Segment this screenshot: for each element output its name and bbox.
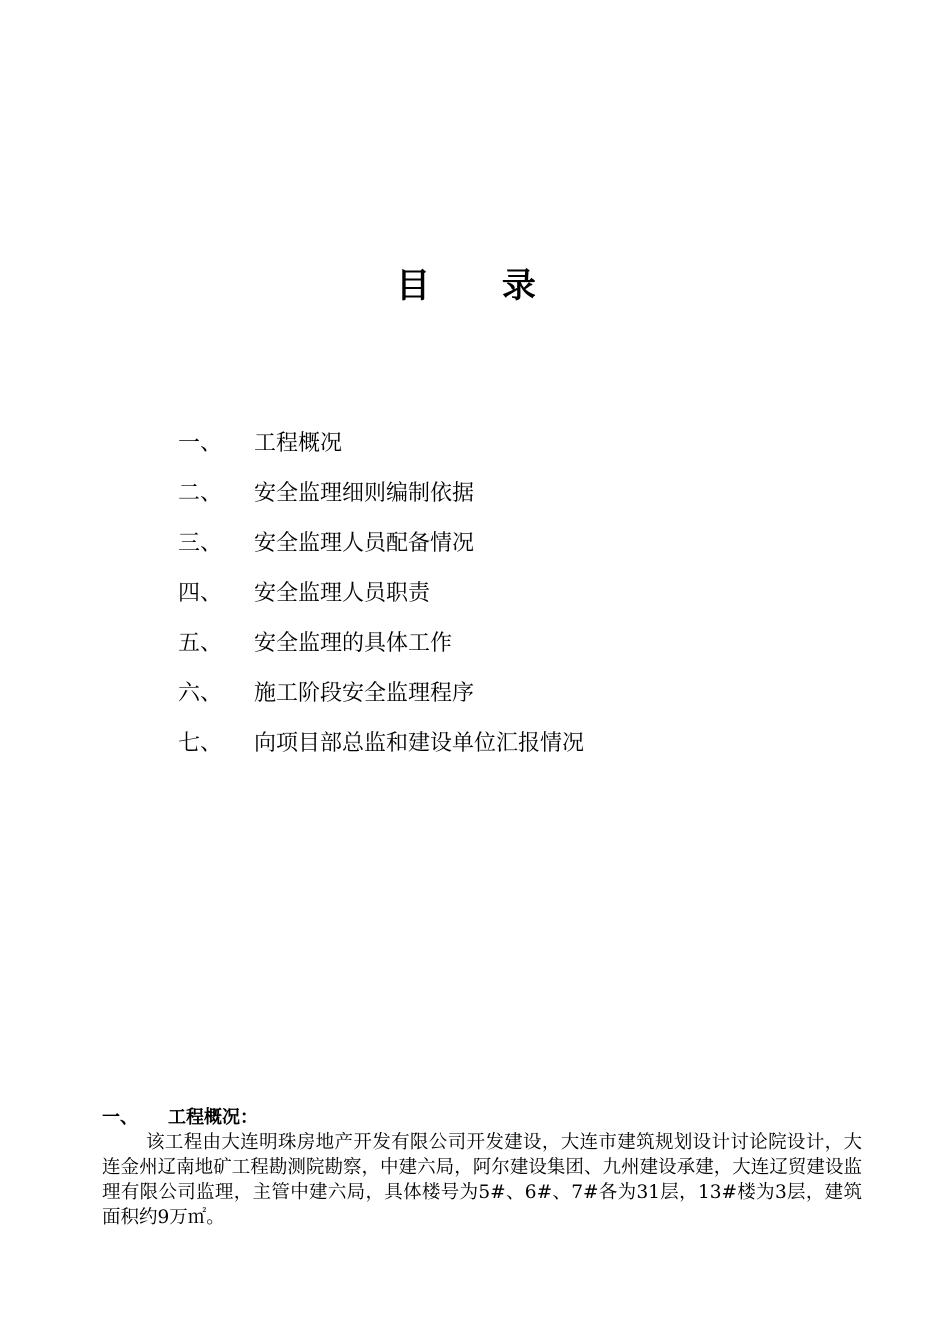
toc-item-label: 安全监理人员职责 bbox=[254, 580, 431, 606]
toc-item-label: 安全监理细则编制依据 bbox=[254, 480, 475, 506]
toc-item-6[interactable] bbox=[178, 666, 878, 716]
toc-item-number: 六、 bbox=[178, 680, 223, 706]
toc-item-2[interactable] bbox=[178, 466, 878, 516]
toc-item-label: 工程概况 bbox=[254, 430, 343, 456]
toc-item-7[interactable] bbox=[178, 716, 878, 766]
section-body-paragraph: 该工程由大连明珠房地产开发有限公司开发建设，大连市建筑规划设计讨论院设计，大连金州辽南地矿工程勘测院勘察，中建六局，阿尔建设集团、九州建设承建，大连辽贸建设监理有限公司监理，主管中建六局，具体楼号为5#、6#、7#各为31层，13#楼为3层，建筑面积约9万㎡。 bbox=[102, 1132, 862, 1228]
toc-item-number: 七、 bbox=[178, 730, 223, 756]
section-heading-text: 工程概况： bbox=[168, 1107, 258, 1128]
toc-item-number: 四、 bbox=[178, 580, 223, 606]
toc-item-number: 二、 bbox=[178, 480, 223, 506]
toc-item-label: 安全监理人员配备情况 bbox=[254, 530, 475, 556]
section-heading bbox=[102, 1106, 862, 1130]
table-of-contents bbox=[178, 416, 878, 766]
toc-item-label: 向项目部总监和建设单位汇报情况 bbox=[254, 730, 585, 756]
toc-item-number: 三、 bbox=[178, 530, 223, 556]
toc-item-number: 五、 bbox=[178, 630, 223, 656]
section-number: 一、 bbox=[102, 1107, 138, 1128]
toc-item-3[interactable] bbox=[178, 516, 878, 566]
toc-item-number: 一、 bbox=[178, 430, 223, 456]
page-title: 目 录 bbox=[396, 266, 566, 306]
toc-item-1[interactable] bbox=[178, 416, 878, 466]
toc-item-5[interactable] bbox=[178, 616, 878, 666]
toc-item-label: 安全监理的具体工作 bbox=[254, 630, 453, 656]
section-project-overview bbox=[102, 1106, 862, 1230]
toc-item-label: 施工阶段安全监理程序 bbox=[254, 680, 475, 706]
toc-item-4[interactable] bbox=[178, 566, 878, 616]
